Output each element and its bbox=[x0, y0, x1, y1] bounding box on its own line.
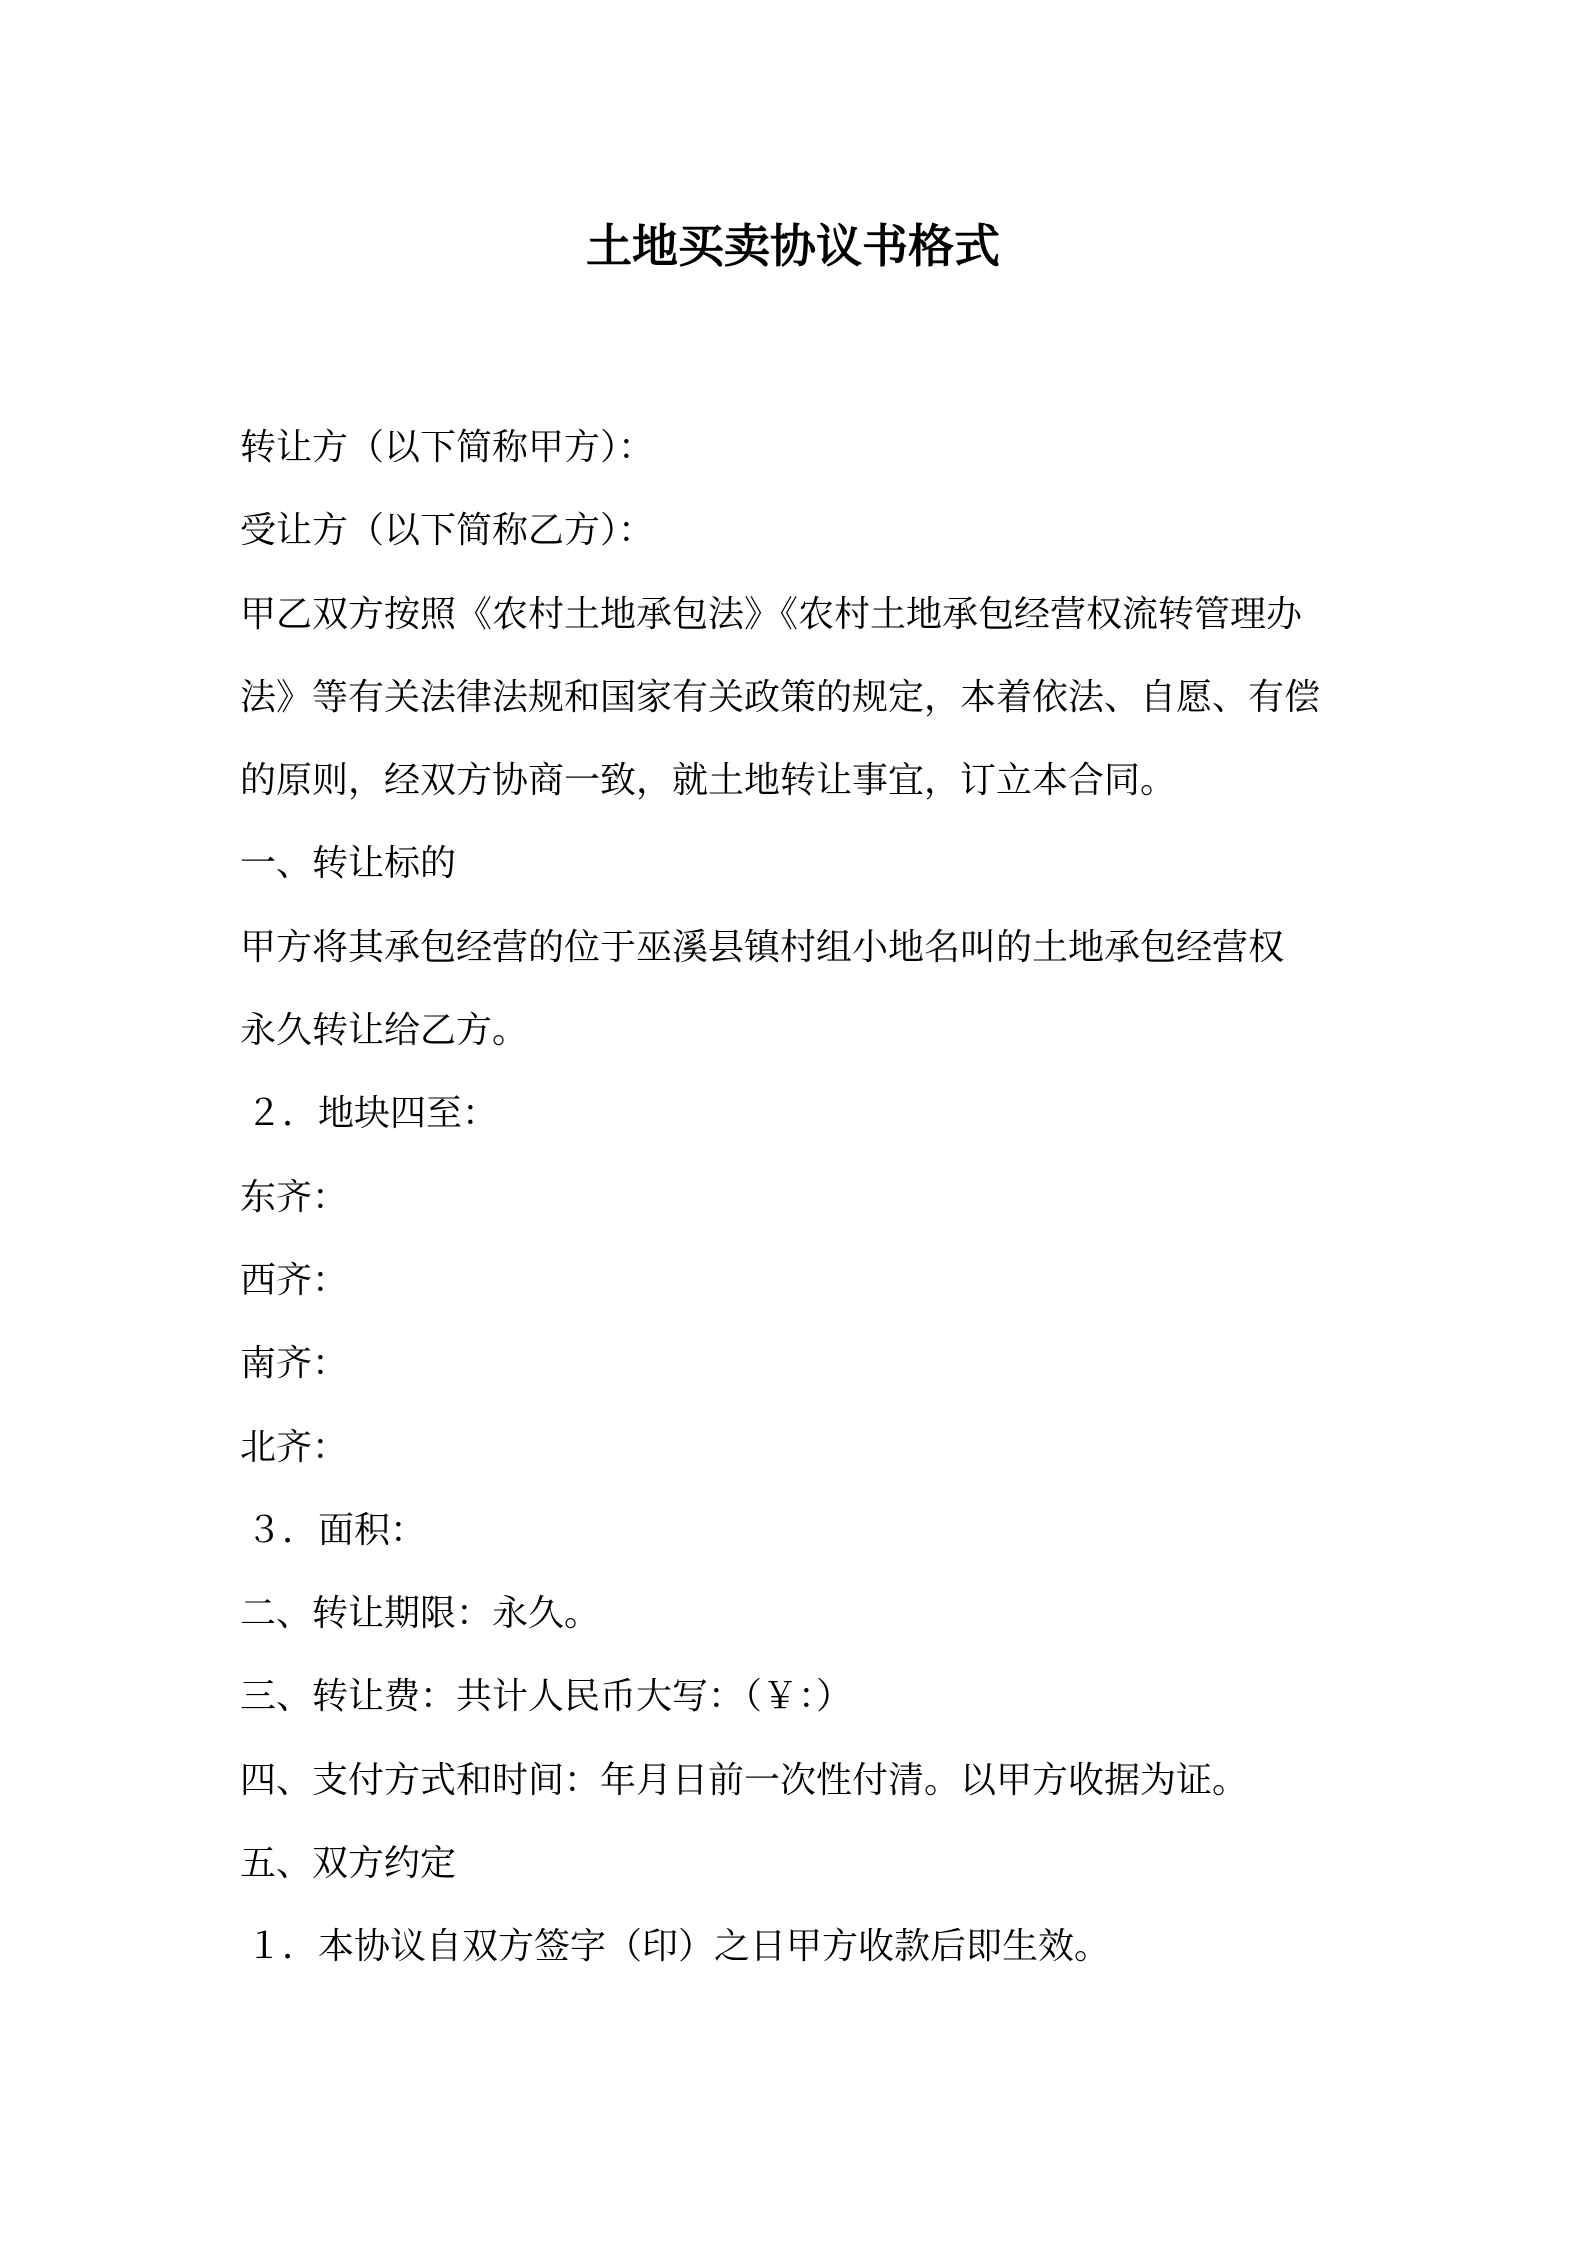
boundary-east: 东齐： bbox=[240, 1176, 349, 1218]
numbered-item: ３．面积： bbox=[246, 1509, 427, 1551]
paragraph-line: 永久转让给乙方。 bbox=[240, 1010, 529, 1052]
section-heading: 三、转让费：共计人民币大写：（￥：） bbox=[240, 1676, 853, 1718]
preamble-line: 甲乙双方按照《农村土地承包法》《农村土地承包经营权流转管理办 bbox=[240, 593, 1303, 635]
numbered-item: １．本协议自双方签字（印）之日甲方收款后即生效。 bbox=[246, 1926, 1111, 1968]
document-title: 土地买卖协议书格式 bbox=[586, 219, 1000, 273]
document-body bbox=[240, 406, 1360, 1989]
boundary-west: 西齐： bbox=[240, 1259, 349, 1301]
numbered-item: ２．地块四至： bbox=[246, 1093, 499, 1135]
paragraph-line: 甲方将其承包经营的位于巫溪县镇村组小地名叫的土地承包经营权 bbox=[240, 926, 1285, 968]
section-heading: 四、支付方式和时间：年月日前一次性付清。以甲方收据为证。 bbox=[240, 1759, 1249, 1801]
preamble-line: 的原则，经双方协商一致，就土地转让事宜，订立本合同。 bbox=[240, 760, 1177, 802]
boundary-north: 北齐： bbox=[240, 1426, 349, 1468]
section-heading: 一、转让标的 bbox=[240, 843, 457, 885]
section-heading: 二、转让期限：永久。 bbox=[240, 1593, 601, 1635]
preamble-line: 法》等有关法律法规和国家有关政策的规定，本着依法、自愿、有偿 bbox=[240, 676, 1321, 718]
transferor-line: 转让方（以下简称甲方）： bbox=[240, 427, 655, 468]
section-heading: 五、双方约定 bbox=[240, 1843, 457, 1885]
boundary-south: 南齐： bbox=[240, 1343, 349, 1385]
transferee-line: 受让方（以下简称乙方）： bbox=[240, 510, 655, 552]
